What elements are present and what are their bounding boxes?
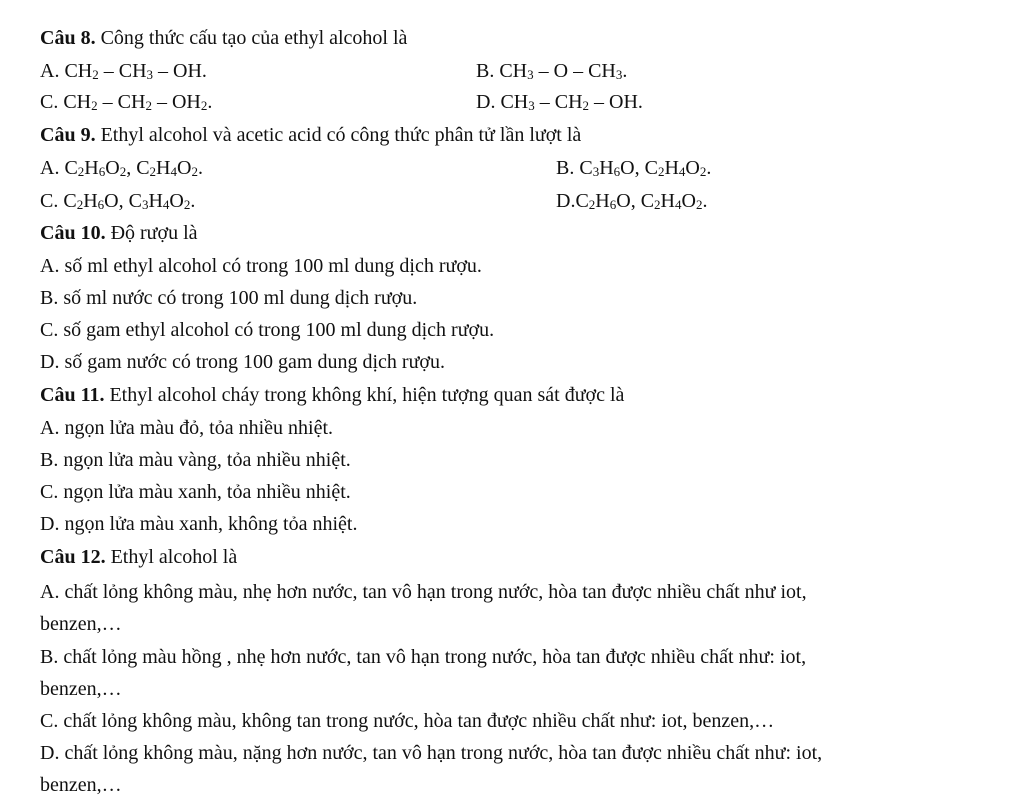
question-8 [40, 26, 407, 50]
q8-option-d: D. $CH_3 - CH_2$ – OH. [476, 91, 643, 113]
question-9 [40, 123, 581, 147]
q11-option-c: C. ngọn lửa màu xanh, tỏa nhiều nhiệt. [40, 481, 351, 503]
question-10-text: Độ rượu là [110, 222, 198, 244]
q8-option-c: C. $CH_2 - CH_2 - OH_2$. [40, 91, 213, 113]
question-12 [40, 545, 237, 569]
q8-option-b: B. $CH_3$ – O – $CH_3$. [476, 60, 628, 82]
question-8-text: Công thức cấu tạo của ethyl alcohol là [100, 27, 408, 49]
question-9-text: Ethyl alcohol và acetic acid có công thức phân tử lần lượt là [100, 124, 582, 146]
question-12-number: Câu 12. [40, 546, 106, 568]
q12-option-b-cont: benzen,… [40, 678, 122, 700]
q10-option-d: D. số gam nước có trong 100 gam dung dịch rượu. [40, 351, 445, 373]
q8-option-a: A. $CH_2 - CH_3$ – OH. [40, 60, 207, 82]
question-10 [40, 221, 198, 245]
question-12-text: Ethyl alcohol là [110, 546, 238, 568]
question-11-number: Câu 11. [40, 384, 105, 406]
q12-option-b: B. chất lỏng màu hồng , nhẹ hơn nước, tan vô hạn trong nước, hòa tan được nhiều chất như: iot, [40, 646, 807, 668]
q12-option-c: C. chất lỏng không màu, không tan trong nước, hòa tan được nhiều chất như: iot, benzen,… [40, 710, 775, 732]
question-10-number: Câu 10. [40, 222, 106, 244]
q11-option-a: A. ngọn lửa màu đỏ, tỏa nhiều nhiệt. [40, 417, 334, 439]
q10-option-b: B. số ml nước có trong 100 ml dung dịch rượu. [40, 287, 418, 309]
question-9-number: Câu 9. [40, 124, 96, 146]
q9-option-c: C. $C_2H_6O$, $C_3H_4O_2$. [40, 190, 196, 212]
q11-option-d: D. ngọn lửa màu xanh, không tỏa nhiệt. [40, 513, 358, 535]
q12-option-a: A. chất lỏng không màu, nhẹ hơn nước, tan vô hạn trong nước, hòa tan được nhiều chất như iot, [40, 581, 807, 603]
q12-option-d-cont: benzen,… [40, 774, 122, 796]
question-11 [40, 383, 624, 407]
q9-option-b: B. $C_3H_6O$, $C_2H_4O_2$. [556, 157, 712, 179]
q9-option-d: $D.C_2H_6O$, $C_2H_4O_2$. [556, 190, 708, 212]
q10-option-c: C. số gam ethyl alcohol có trong 100 ml dung dịch rượu. [40, 319, 495, 341]
q11-option-b: B. ngọn lửa màu vàng, tỏa nhiều nhiệt. [40, 449, 351, 471]
q12-option-a-cont: benzen,… [40, 613, 122, 635]
q10-option-a: A. số ml ethyl alcohol có trong 100 ml dung dịch rượu. [40, 255, 482, 277]
question-8-number: Câu 8. [40, 27, 96, 49]
q9-option-a: A. $C_2H_6O_2$, $C_2H_4O_2$. [40, 157, 203, 179]
question-11-text: Ethyl alcohol cháy trong không khí, hiện tượng quan sát được là [109, 384, 625, 406]
q12-option-d: D. chất lỏng không màu, nặng hơn nước, tan vô hạn trong nước, hòa tan được nhiều chất như: iot, [40, 742, 823, 764]
